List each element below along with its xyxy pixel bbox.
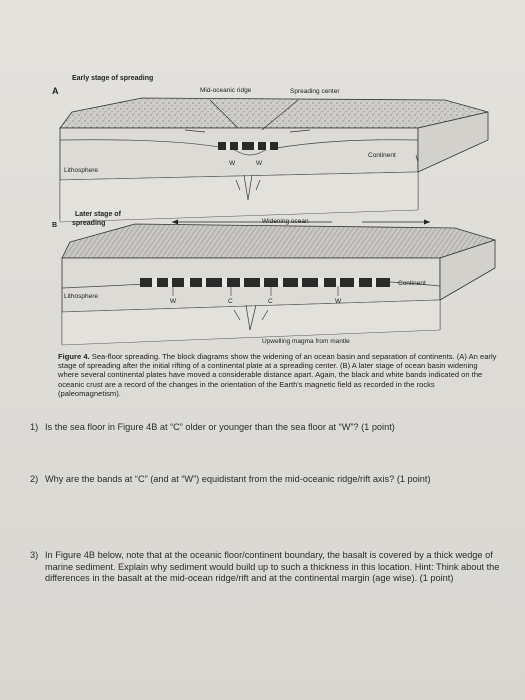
panel-a-letter: A xyxy=(52,86,59,96)
mid-oceanic-ridge-label: Mid-oceanic ridge xyxy=(200,87,252,94)
panel-b-continent-label: Continent xyxy=(398,280,426,287)
question-3 xyxy=(30,550,500,585)
panel-a-lithosphere-label: Lithosphere xyxy=(64,167,98,174)
question-2 xyxy=(30,474,500,486)
panel-b-block xyxy=(62,220,495,346)
panel-b-title-line1: Later stage of xyxy=(75,211,121,218)
panel-a-continent-label: Continent xyxy=(368,152,396,159)
panel-b-title-line2: spreading xyxy=(72,220,106,227)
panel-a-band-label: W xyxy=(256,160,263,167)
question-number: 3) xyxy=(30,550,39,560)
question-text: Is the sea floor in Figure 4B at “C” older or younger than the sea floor at “W”? (1 point) xyxy=(45,422,395,432)
upwelling-magma-label: Upwelling magma from mantle xyxy=(262,338,350,345)
question-text: In Figure 4B below, note that at the oceanic floor/continent boundary, the basalt is covered by a thick wedge of marine sediment. Explain why sediment would build up to such a thickness in this location. Hint: Think about the differences in the basalt at the mid-ocean ridge/rift and at the continental margin (age wise). (1 point) xyxy=(45,550,500,583)
figure-caption xyxy=(58,352,498,398)
question-number: 1) xyxy=(30,422,39,432)
panel-b-band-label: C xyxy=(268,298,273,305)
caption-figure-number: Figure 4. xyxy=(58,352,90,361)
panel-b-band-label: C xyxy=(228,298,233,305)
panel-b-lithosphere-label: Lithosphere xyxy=(64,293,98,300)
caption-text: Sea-floor spreading. The block diagrams show the widening of an ocean basin and separation of continents. (A) An early stage of spreading after the initial rifting of a continental plate at a spreading center. (B) A later stage of ocean basin widening where several continental plates have moved a considerable distance apart. Again, the black and white bands indicated on the oceanic crust are a record of the changes in the orientation of the Earth's magnetic field as recorded in the rocks (paleomagnetism). xyxy=(58,352,497,398)
panel-b-band-label: W xyxy=(170,298,177,305)
question-text: Why are the bands at “C” (and at “W”) equidistant from the mid-oceanic ridge/rift axis? (1 point) xyxy=(45,474,431,484)
panel-a-band-label: W xyxy=(229,160,236,167)
widening-ocean-label: Widening ocean xyxy=(262,218,309,225)
question-number: 2) xyxy=(30,474,39,484)
panel-a-block xyxy=(60,98,488,222)
panel-b-letter: B xyxy=(52,222,58,229)
panel-a-title: Early stage of spreading xyxy=(72,75,154,82)
spreading-center-label: Spreading center xyxy=(290,88,340,95)
question-1 xyxy=(30,422,500,434)
panel-b-band-label: W xyxy=(335,298,342,305)
